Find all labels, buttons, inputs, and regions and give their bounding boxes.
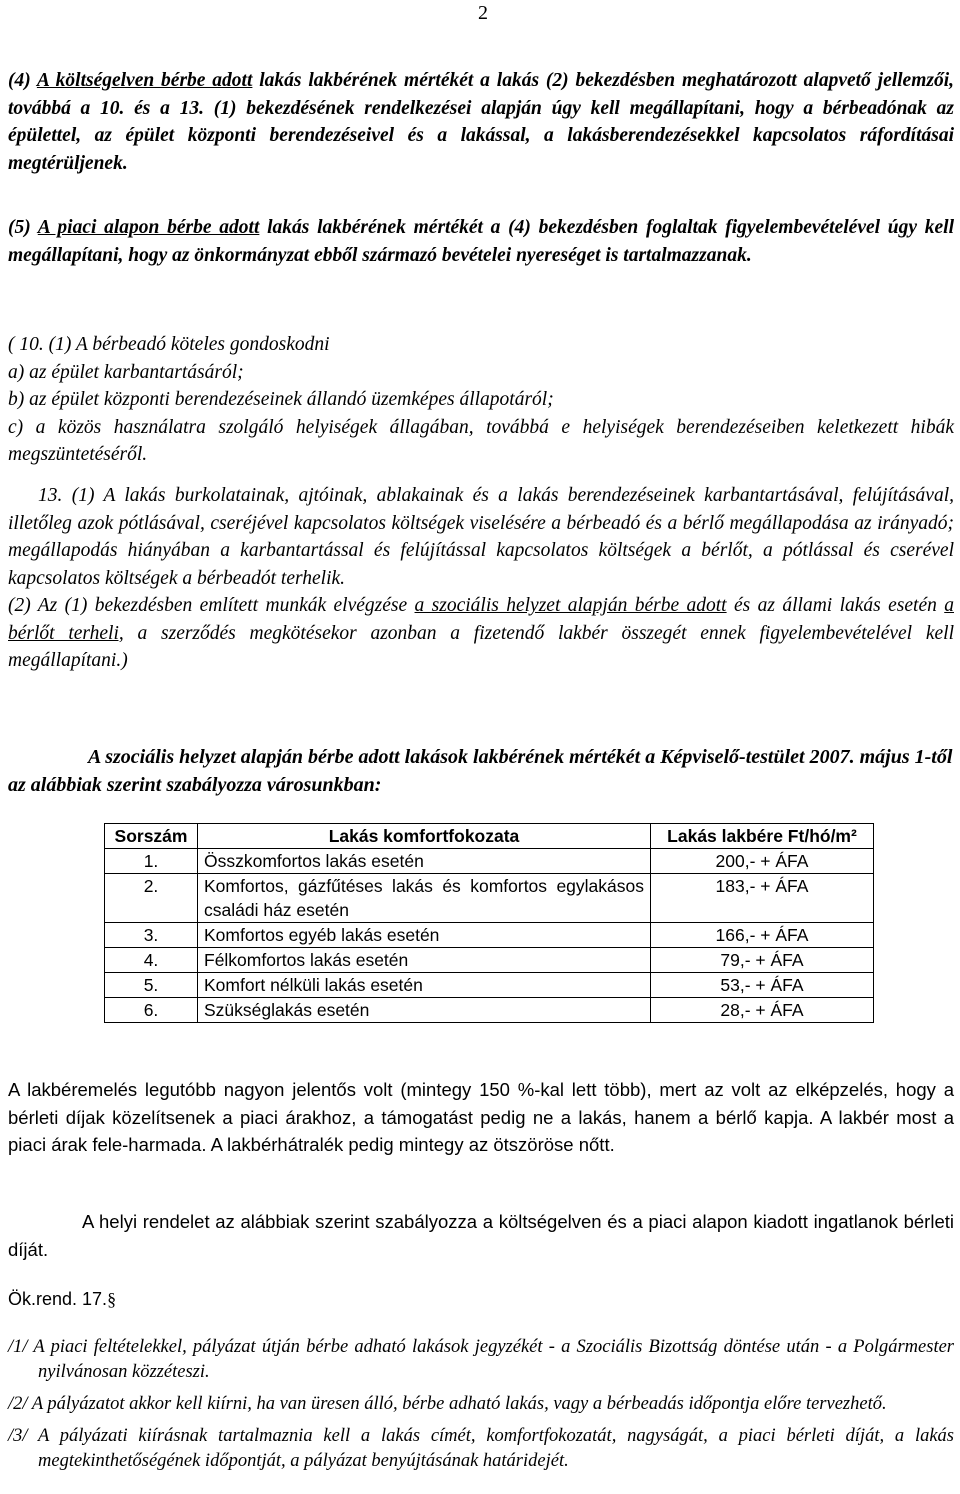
table-row — [105, 998, 874, 1023]
row-comfort-level: Félkomfortos lakás esetén — [198, 948, 651, 973]
section-10-item-a: a) az épület karbantartásáról; — [8, 361, 244, 383]
paragraph-section-13 — [8, 482, 954, 675]
regulation-reference — [8, 1289, 116, 1310]
section-sign-icon: § — [107, 1289, 117, 1309]
row-rent: 53,- + ÁFA — [651, 973, 874, 998]
row-number: 2. — [105, 874, 198, 923]
row-number: 4. — [105, 948, 198, 973]
row-rent: 200,- + ÁFA — [651, 849, 874, 874]
row-number: 5. — [105, 973, 198, 998]
section-13-p1: 13. (1) A lakás burkolatainak, ajtóinak, ablakainak és a lakás berendezéseinek karbantartásával, felújításával, illetőleg azok pótlásával, cseréjével kapcsolatos költségek viselésére a bérbeadó és a bérlő megállapodása az irányadó; megállapodás hiányában a karbantartással és felújítással kapcsolatos költségek a bérlőt, a pótlással és cserével kapcsolatos költségek a bérbeadót terhelik. — [8, 485, 954, 589]
row-comfort-level: Komfortos, gázfűtéses lakás és komfortos egylakásos családi ház esetén — [198, 874, 651, 923]
section-13-p2-c: a szerződés megkötésekor azonban a fizetendő lakbér összegét ennek figyelembevételével kell megállapítani.) — [8, 622, 954, 671]
row-rent: 166,- + ÁFA — [651, 923, 874, 948]
header-number: Sorszám — [105, 824, 198, 849]
row-comfort-level: Összkomfortos lakás esetén — [198, 849, 651, 874]
table-row — [105, 849, 874, 874]
note-item: /2/ A pályázatot akkor kell kiírni, ha van üresen álló, bérbe adható lakás, vagy a bérbeadás időpontja előre tervezhető. — [8, 1394, 887, 1414]
paragraph-section-4 — [8, 67, 954, 177]
row-rent: 183,- + ÁFA — [651, 874, 874, 923]
table-row — [105, 973, 874, 998]
row-comfort-level: Szükséglakás esetén — [198, 998, 651, 1023]
paragraph-section-5 — [8, 214, 954, 269]
page-number: 2 — [478, 2, 488, 24]
section-13-p2-underlined-2: a bérlőt terheli, — [8, 595, 954, 644]
section-10-intro: ( 10. (1) A bérbeadó köteles gondoskodni — [8, 334, 330, 355]
row-rent: 28,- + ÁFA — [651, 998, 874, 1023]
section-10-item-b: b) az épület központi berendezéseinek állandó üzemképes állapotáról; — [8, 389, 554, 410]
section-5-underlined: A piaci alapon bérbe adott — [37, 217, 260, 238]
row-comfort-level: Komfortos egyéb lakás esetén — [198, 923, 651, 948]
table-row — [105, 874, 874, 923]
section-4-label: (4) — [8, 70, 37, 91]
notes-list — [8, 1335, 954, 1481]
section-4-text: lakás lakbérének mértékét a lakás (2) bekezdésben meghatározott alapvető jellemzői, továbbá a 10. és a 13. (1) bekezdésének rendelkezései alapján úgy kell megállapítani, hogy a bérbeadónak az épülettel, az épület központi berendezéseivel és a lakással, a lakásberendezésekkel kapcsolatos ráfordításai megtérüljenek. — [8, 70, 955, 174]
section-5-text: lakás lakbérének mértékét a (4) bekezdésben foglaltak figyelembevételével úgy kell megállapítani, hogy az önkormányzat ebből származó bevételei nyereséget is tartalmazzanak. — [8, 217, 954, 266]
paragraph-section-10 — [8, 331, 954, 469]
header-rent: Lakás lakbére Ft/hó/m² — [651, 824, 874, 849]
section-5-label: (5) — [8, 217, 38, 238]
regulation-label: Ök.rend. 17. — [8, 1289, 108, 1309]
table-row — [105, 923, 874, 948]
row-comfort-level: Komfort nélküli lakás esetén — [198, 973, 651, 998]
section-13-p2-underlined-1: a szociális helyzet alapján bérbe adott — [414, 595, 727, 616]
row-rent: 79,- + ÁFA — [651, 948, 874, 973]
table-header-row — [105, 824, 874, 849]
section-13-p2 — [8, 592, 954, 675]
note-item: /1/ A piaci feltételekkel, pályázat útján bérbe adható lakások jegyzékét - a Szociális Bizottság döntése után - a Polgármester nyilvánosan közzéteszi. — [8, 1337, 954, 1382]
paragraph-rent-raise: A lakbéremelés legutóbb nagyon jelentős volt (mintegy 150 %-kal lett több), mert az volt az elképzelés, hogy a bérleti díjak közelítsenek a piaci árakhoz, a támogatást pedig ne a lakás, hanem a bérlő kapja. A lakbér most a piaci árak fele-harmada. A lakbérhátralék pedig mintegy az ötszöröse nőtt. — [8, 1079, 954, 1155]
row-number: 1. — [105, 849, 198, 874]
paragraph-local-regulation: A helyi rendelet az alábbiak szerint szabályozza a költségelven és a piaci alapon kiadott ingatlanok bérleti díját. — [8, 1211, 954, 1260]
row-number: 6. — [105, 998, 198, 1023]
note-item: /3/ A pályázati kiírásnak tartalmaznia kell a lakás címét, komfortfokozatát, nagyságát, a piaci bérleti díját, a lakás megtekinthetőségének időpontját, a pályázat benyújtásának határidejét. — [8, 1426, 954, 1471]
section-13-p2-b: és az állami lakás esetén — [726, 595, 945, 616]
rent-heading: A szociális helyzet alapján bérbe adott lakások lakbérének mértékét a Képviselő-testület 2007. május 1-től az alábbiak szerint szabályozza városunkban: — [8, 746, 953, 796]
table-row — [105, 948, 874, 973]
row-number: 3. — [105, 923, 198, 948]
section-4-underlined: A költségelven bérbe adott — [36, 70, 253, 91]
header-comfort-level: Lakás komfortfokozata — [198, 824, 651, 849]
section-13-p2-a: (2) Az (1) bekezdésben említett munkák elvégzése — [8, 595, 415, 616]
section-10-item-c: c) a közös használatra szolgáló helyiségek állagában, továbbá e helyiségek berendezéseiben keletkezett hibák megszüntetéséről. — [8, 416, 954, 465]
rent-table — [104, 823, 874, 1023]
